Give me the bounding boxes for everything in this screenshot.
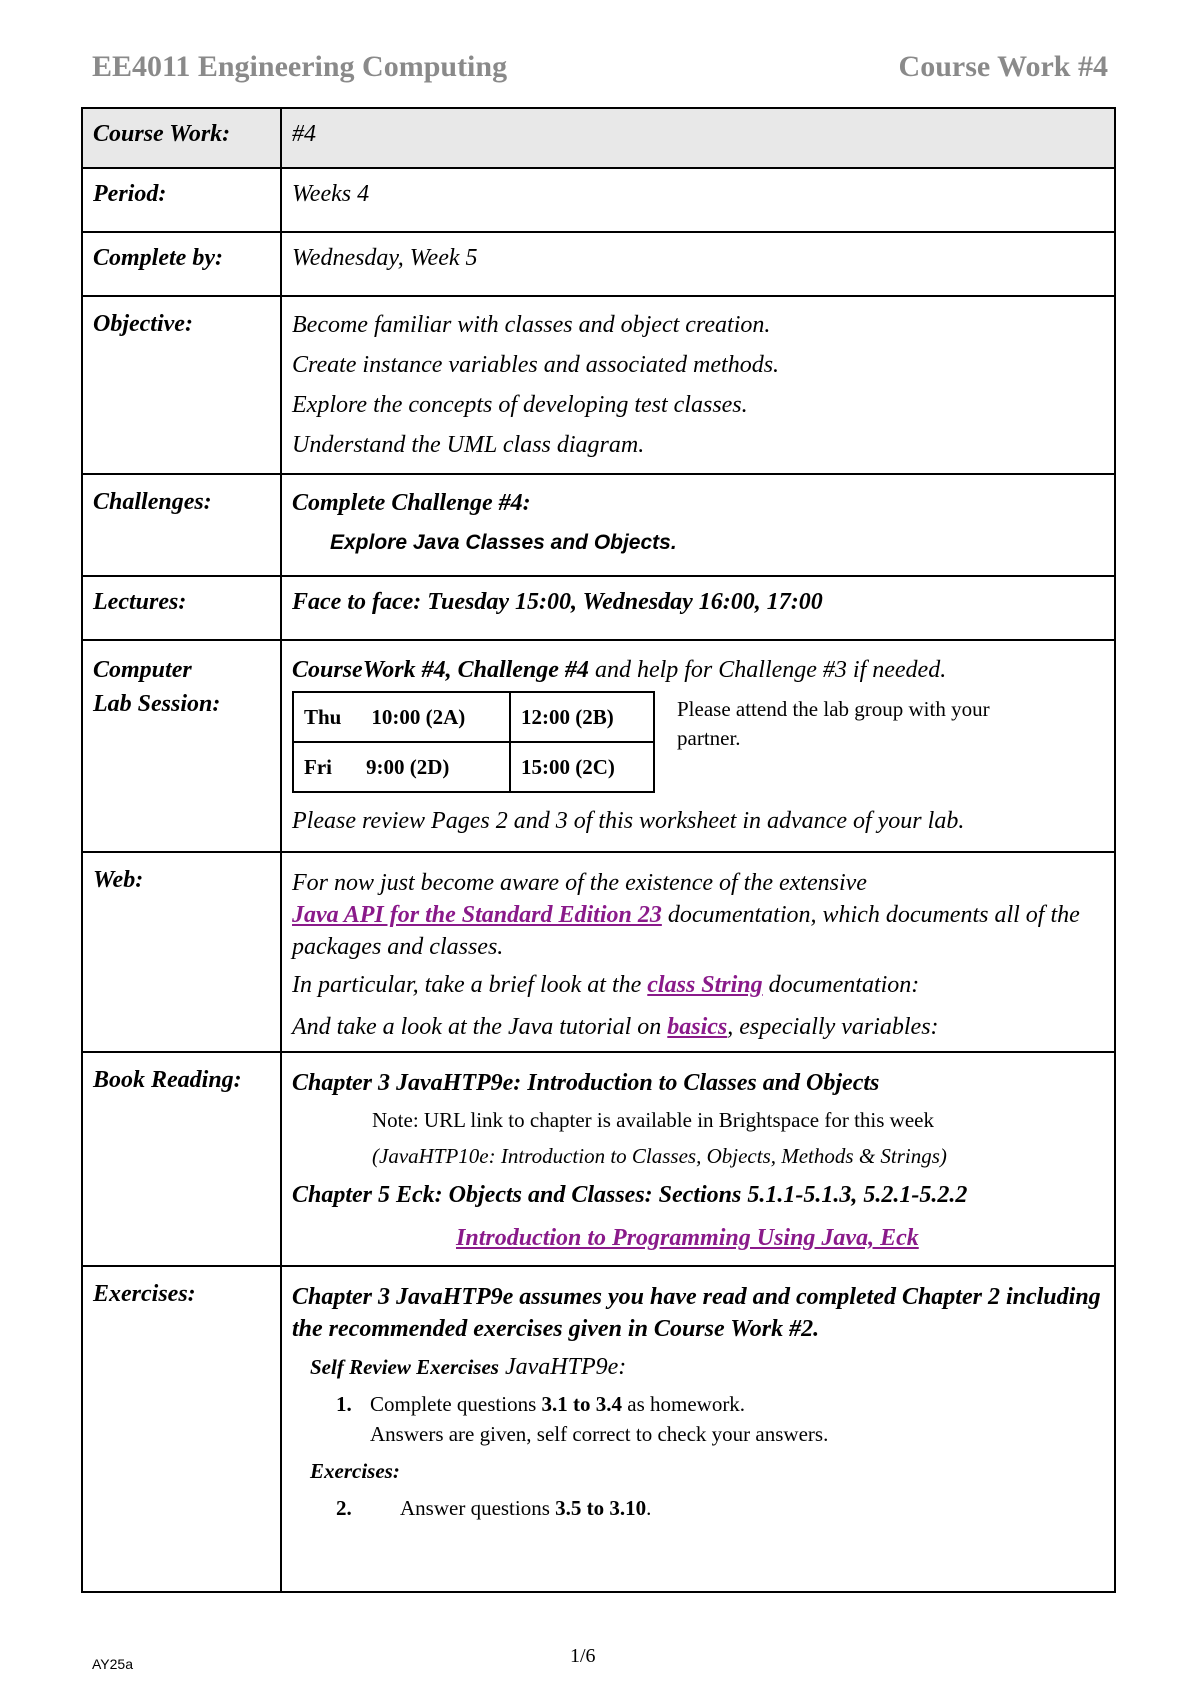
lab-day: Fri	[304, 754, 332, 779]
value-course-work: #4	[281, 108, 1115, 168]
lab-schedule-row	[293, 692, 654, 742]
row-complete-by	[82, 232, 1115, 296]
value-challenges	[281, 474, 1115, 576]
exercise-item-2	[336, 1493, 1104, 1523]
lab-schedule-row	[293, 742, 654, 792]
label-exercises: Exercises:	[82, 1266, 281, 1592]
value-lab-session	[281, 640, 1115, 852]
item-bold: 3.1 to 3.4	[541, 1392, 622, 1416]
item-text: Answer questions	[400, 1496, 556, 1520]
web-text: documentation:	[762, 972, 920, 998]
book-chapter-5: Chapter 5 Eck: Objects and Classes: Sections 5.1.1-5.1.3, 5.2.1-5.2.2	[292, 1182, 968, 1208]
row-period	[82, 168, 1115, 232]
value-objective	[281, 296, 1115, 474]
row-course-work	[82, 108, 1115, 168]
objective-line: Create instance variables and associated methods.	[292, 352, 780, 378]
lab-slot: 12:00 (2B)	[510, 692, 654, 742]
value-book-reading	[281, 1052, 1115, 1266]
exercises-intro: Chapter 3 JavaHTP9e assumes you have read and completed Chapter 2 including the recommended exercises given in Course Work #2.	[292, 1284, 1101, 1342]
value-lectures: Face to face: Tuesday 15:00, Wednesday 16:00, 17:00	[281, 576, 1115, 640]
footer-page-number: 1/6	[570, 1645, 596, 1667]
objective-line: Become familiar with classes and object creation.	[292, 312, 771, 338]
java-api-link[interactable]: Java API for the Standard Edition 23	[292, 902, 662, 928]
row-exercises	[82, 1266, 1115, 1592]
label-challenges: Challenges:	[82, 474, 281, 576]
lab-cell-day-slot1	[293, 692, 510, 742]
value-exercises	[281, 1266, 1115, 1592]
challenge-title: Complete Challenge #4:	[292, 490, 531, 516]
web-text: , especially variables:	[727, 1014, 939, 1040]
exercises-heading: Exercises:	[310, 1459, 400, 1483]
lab-cell-day-slot1	[293, 742, 510, 792]
web-para-3	[292, 1007, 1104, 1047]
class-string-link[interactable]: class String	[647, 972, 763, 998]
lab-note: Please attend the lab group with your partner.	[677, 697, 990, 750]
item-bold: 3.5 to 3.10	[555, 1496, 647, 1520]
lab-slot: 15:00 (2C)	[510, 742, 654, 792]
label-web: Web:	[82, 852, 281, 1052]
lab-intro-bold: CourseWork #4, Challenge #4	[292, 657, 589, 683]
label-period: Period:	[82, 168, 281, 232]
row-objective	[82, 296, 1115, 474]
lab-schedule-table	[292, 691, 655, 793]
row-book-reading	[82, 1052, 1115, 1266]
web-para-1	[292, 867, 1104, 963]
item-text: Complete questions	[370, 1392, 542, 1416]
item-text: as homework.	[622, 1392, 746, 1416]
objective-line: Understand the UML class diagram.	[292, 432, 645, 458]
header-coursework-number: Course Work #4	[898, 50, 1108, 83]
book-note: Note: URL link to chapter is available in Brightspace for this week	[372, 1108, 934, 1132]
lab-day: Thu	[304, 704, 342, 729]
web-text: For now just become aware of the existence of the extensive	[292, 870, 867, 896]
lab-review: Please review Pages 2 and 3 of this worksheet in advance of your lab.	[292, 808, 965, 834]
label-course-work: Course Work:	[82, 108, 281, 168]
web-text: And take a look at the Java tutorial on	[292, 1014, 668, 1040]
self-review-rest: JavaHTP9e:	[498, 1354, 627, 1380]
lab-slot: 10:00 (2A)	[371, 704, 466, 729]
label-lab-line2: Lab Session:	[93, 691, 221, 717]
web-text: In particular, take a brief look at the	[292, 972, 648, 998]
objective-line: Explore the concepts of developing test classes.	[292, 392, 748, 418]
label-lectures: Lectures:	[82, 576, 281, 640]
value-web	[281, 852, 1115, 1052]
self-review-bold: Self Review Exercises	[310, 1355, 499, 1379]
lab-schedule	[292, 687, 1104, 793]
footer-academic-year: AY25a	[92, 1656, 133, 1672]
lab-slot: 9:00 (2D)	[365, 754, 450, 779]
label-lab-session	[82, 640, 281, 852]
item-number: 2.	[336, 1496, 352, 1520]
basics-link[interactable]: basics	[667, 1014, 728, 1040]
row-challenges	[82, 474, 1115, 576]
label-complete-by: Complete by:	[82, 232, 281, 296]
label-lab-line1: Computer	[93, 657, 192, 683]
book-alt-edition: (JavaHTP10e: Introduction to Classes, Objects, Methods & Strings)	[372, 1144, 947, 1168]
self-review-heading	[310, 1345, 1104, 1389]
value-period: Weeks 4	[281, 168, 1115, 232]
item-text: Answers are given, self correct to check your answers.	[370, 1422, 829, 1446]
challenge-subtitle: Explore Java Classes and Objects.	[330, 531, 677, 554]
row-lab-session	[82, 640, 1115, 852]
label-objective: Objective:	[82, 296, 281, 474]
eck-book-link[interactable]: Introduction to Programming Using Java, Eck	[456, 1225, 919, 1251]
web-text: documentation, which documents all of the packages and classes.	[292, 902, 1080, 960]
book-chapter-3: Chapter 3 JavaHTP9e: Introduction to Classes and Objects	[292, 1070, 880, 1096]
item-number: 1.	[336, 1392, 352, 1416]
web-para-2	[292, 963, 1104, 1007]
value-complete-by: Wednesday, Week 5	[281, 232, 1115, 296]
label-book-reading: Book Reading:	[82, 1052, 281, 1266]
lab-intro	[292, 653, 1104, 687]
row-lectures	[82, 576, 1115, 640]
exercise-item-1	[336, 1389, 1104, 1449]
item-text: .	[646, 1496, 652, 1520]
coursework-table	[81, 107, 1116, 1593]
row-web	[82, 852, 1115, 1052]
header-course-title: EE4011 Engineering Computing	[92, 50, 508, 83]
lab-intro-rest: and help for Challenge #3 if needed.	[588, 657, 947, 683]
